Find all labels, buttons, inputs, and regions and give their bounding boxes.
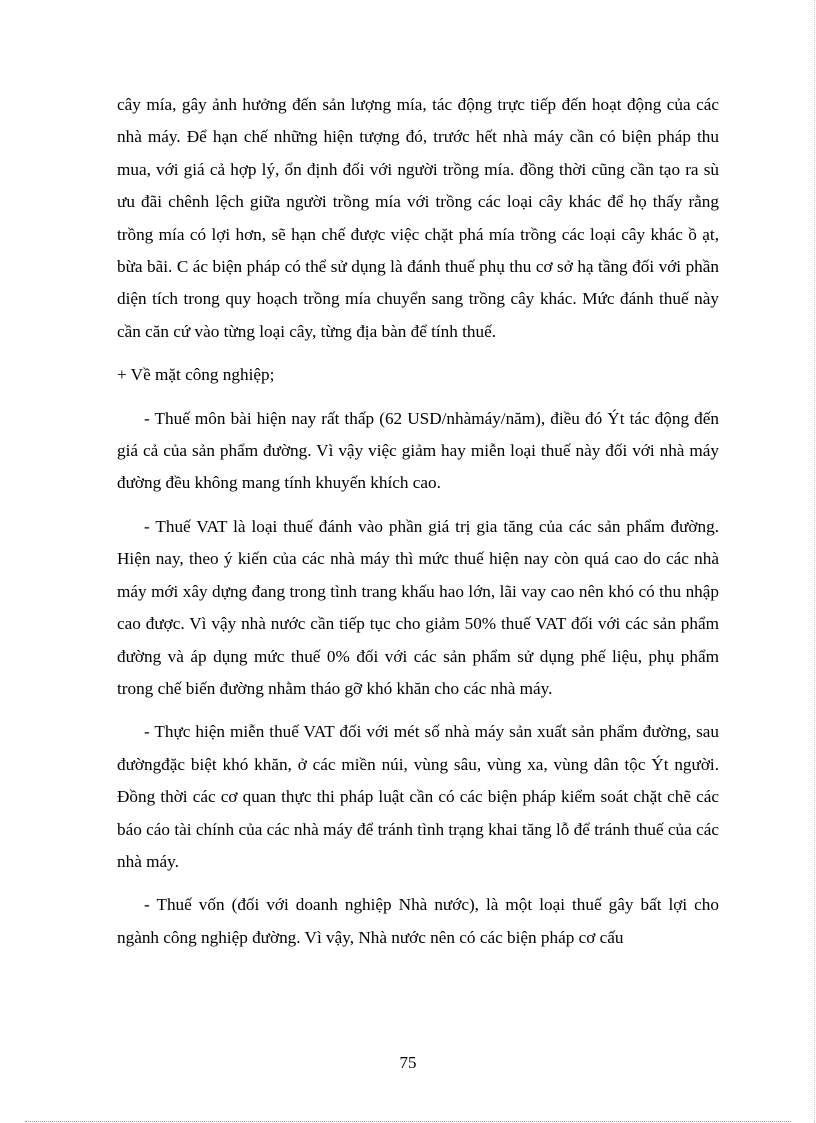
page-number: 75 (399, 1053, 417, 1072)
paragraph-continuation: cây mía, gây ảnh hưởng đến sản lượng mía, tác động trực tiếp đến hoạt động của các nhà máy. Để hạn chế những hiện tượng đó, trước hết nhà máy cần có biện pháp thu mua, với giá cả hợp lý, ổn định đối với người trồng mía. đồng thời cũng cần tạo ra sù ưu đãi chênh lệch giữa người trồng mía với trồng các loại cây khác để họ thấy rằng trồng mía có lợi hơn, sẽ hạn chế được việc chặt phá mía trồng các loại cây khác ồ ạt, bừa bãi. C ác biện pháp có thể sử dụng là đánh thuế phụ thu cơ sở hạ tầng đối với phần diện tích trong quy hoạch trồng mía chuyển sang trồng cây khác. Mức đánh thuế này cần căn cứ vào từng loại cây, từng địa bàn để tính thuế. (117, 95, 719, 341)
footer-dotted-rule (25, 1121, 791, 1122)
right-dotted-rule (814, 0, 815, 1123)
paragraph-license-tax: - Thuế môn bài hiện nay rất thấp (62 USD/nhàmáy/năm), điều đó Ýt tác động đến giá cả của sản phẩm đường. Vì vậy việc giảm hay miễn loại thuế này đối với nhà máy đường đều không mang tính khuyến khích cao. (117, 408, 719, 493)
body-text (117, 89, 719, 965)
paragraph-vat-tax: - Thuế VAT là loại thuế đánh vào phần giá trị gia tăng của các sản phẩm đường. Hiện nay, theo ý kiến của các nhà máy thì mức thuế hiện nay còn quá cao do các nhà máy mới xây dựng đang trong tình trang khấu hao lớn, lãi vay cao nên khó có thu nhập cao được. Vì vậy nhà nước cần tiếp tục cho giảm 50% thuế VAT đối với các sản phẩm đường và áp dụng mức thuế 0% đối với các sản phẩm sử dụng phế liệu, phụ phẩm trong chế biến đường nhằm tháo gỡ khó khăn cho các nhà máy. (117, 516, 719, 698)
paragraph-vat-exemption: - Thực hiện miễn thuế VAT đối với mét số nhà máy sản xuất sản phẩm đường, sau đườngđặc biệt khó khăn, ở các miền núi, vùng sâu, vùng xa, vùng dân tộc Ýt người. Đồng thời các cơ quan thực thi pháp luật cần có các biện pháp kiểm soát chặt chẽ các báo cáo tài chính của các nhà máy để tránh tình trạng khai tăng lỗ để tránh thuế của các nhà máy. (117, 722, 719, 871)
section-industry-heading: + Về mặt công nghiệp; (117, 365, 275, 385)
paragraph-capital-tax: - Thuế vốn (đối với doanh nghiệp Nhà nước), là một loại thuế gây bất lợi cho ngành công nghiệp đường. Vì vậy, Nhà nước nên có các biện pháp cơ cấu (117, 895, 719, 947)
